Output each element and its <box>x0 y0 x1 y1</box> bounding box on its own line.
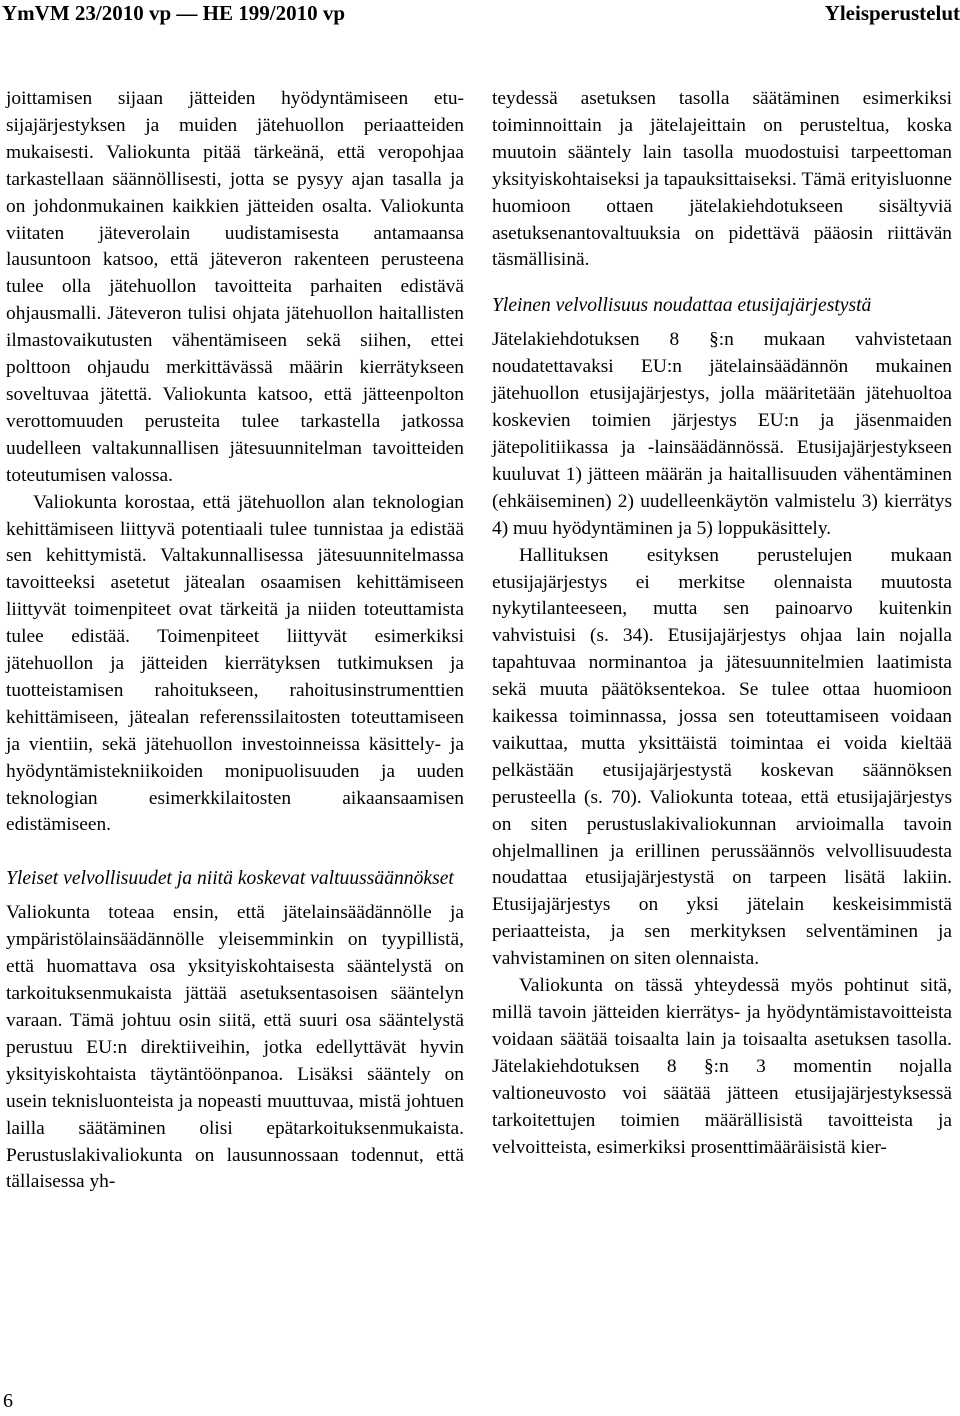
page-header <box>0 0 960 28</box>
section-title: Yleisperustelut <box>824 1 960 25</box>
paragraph: Valiokunta korostaa, että jätehuollon alan teknologian kehittämiseen liittyvä potentiaali tulee tunnistaa ja edistää sen kehittymistä. Valtakunnallisessa jätesuunnitelmassa tavoitteeksi asetetut jätealan osaamisen kehittämiseen liittyvät toimenpiteet ovat tärkeitä ja niiden toteuttamista tulee edistää. Toimenpiteet liittyvät esimerkiksi jätehuollon ja jätteiden kierrätyksen tutkimuksen ja tuotteistamisen rahoitukseen, rahoitusinstrumenttien kehittämiseen, jätealan referenssilaitosten toteuttamiseen ja vientiin, sekä jätehuollon investoinneissa käsittely- ja hyödyntämistekniikoiden monipuolisuuden ja uuden teknologian esimerkkilaitosten aikaansaamisen edistämiseen. <box>6 491 464 836</box>
page-number: 6 <box>3 1390 13 1412</box>
paragraph: teydessä asetuksen tasolla säätäminen esimerkiksi toiminnoittain ja jätelajeittain on perusteltua, koska muutoin sääntely lain tasolla muodostuisi tarpeettoman yksityiskohtaiseksi ja tapauksittaiseksi. Tämä erityisluonne huomioon ottaen jätelakiehdotukseen sisältyviä asetuksenantovaltuuksia on pidettävä pääosin riittävän täsmällisinä. <box>492 88 952 271</box>
paragraph: Valiokunta toteaa ensin, että jätelainsäädännölle ja ympäristölainsäädännölle yleisemminkin on tyypillistä, että huomattava osa yksityiskohtaisesta sääntelystä on tarkoituksenmukaista jättää asetuksentasoisen sääntelyn varaan. Tämä johtuu osin siitä, että suuri osa sääntelystä perustuu EU:n direktiiveihin, jotka edellyttävät hyvin yksityiskohtaista täytäntöönpanoa. Lisäksi sääntely on usein teknisluonteista ja nopeasti muuttuvaa, mistä johtuen lailla säätäminen olisi epätarkoituksenmukaista. Perustuslakivaliokunta on lausunnossaan todennut, että tällaisessa yh- <box>6 902 464 1193</box>
paragraph: Jätelakiehdotuksen 8 §:n mukaan vahvistetaan noudatettavaksi EU:n jätelainsäädännön mukainen jätehuollon etusijajärjestys, jolla määritetään jätehuoltoa koskevien toimien järjestys EU:n ja jäsenmaiden jätepolitiikassa ja -lainsäädännössä. Etusijajärjestykseen kuuluvat 1) jätteen määrän ja haitallisuuden vähentäminen (ehkäiseminen) 2) uudelleenkäytön valmistelu 3) kierrätys 4) muu hyödyntäminen ja 5) loppukäsittely. <box>492 329 952 539</box>
right-column <box>492 86 952 1161</box>
paragraph: Hallituksen esityksen perustelujen mukaan etusijajärjestys ei merkitse olennaista muutosta nykytilanteeseen, mutta sen painoarvo kuitenkin vahvistuisi (s. 34). Etusijajärjestys ohjaa lain nojalla tapahtuvaa norminantoa ja jätesuunnitelmien laatimista sekä muuta päätöksentekoa. Se tulee ottaa huomioon kaikessa toiminnassa, jossa sen toteuttamiseen voidaan vaikuttaa, mutta yksittäistä toimintaa ei voida kieltää pelkästään etusijajärjestystä koskevan säännöksen perusteella (s. 70). Valiokunta toteaa, että etusijajärjestys on siten perustuslakivaliokunnan arvioimalla tavoin ohjelmallinen ja erillinen perussäännös velvollisuudesta noudattaa etusijajärjestystä on tarpeen lisätä lakiin. Etusijajärjestys on yksi jätelain keskeisimmistä periaatteista, ja sen merkityksen selventäminen ja vahvistaminen on siten olennaista. <box>492 544 952 970</box>
section-heading: Yleiset velvollisuudet ja niitä koskevat valtuussäännökset <box>6 868 454 890</box>
left-column <box>6 86 464 1196</box>
paragraph: Valiokunta on tässä yhteydessä myös pohtinut sitä, millä tavoin jätteiden kierrätys- ja hyödyntämistavoitteista voidaan säätää toisaalta lain ja toisaalta asetuksen tasolla. Jätelakiehdotuksen 8 §:n 3 momentin nojalla valtioneuvosto voi säätää jätteen etusijajärjestyksessä tarkoitettujen toimien määrällisistä tavoitteista ja velvoitteista, esimerkiksi prosenttimääräisistä kier- <box>492 975 952 1158</box>
document-reference: YmVM 23/2010 vp — HE 199/2010 vp <box>2 1 346 25</box>
paragraph: joittamisen sijaan jätteiden hyödyntämiseen etu-sijajärjestyksen ja muiden jätehuollon periaatteiden mukaisesti. Valiokunta pitää tärkeänä, että veropohjaa tarkastellaan säännöllisesti, jotta se pysyy ajan tasalla ja on johdonmukainen kaikkien jätteiden osalta. Valiokunta viitaten jäteverolain uudistamisesta antamaansa lausuntoon katsoo, että jäteveron rakenteen perusteena tulee olla jätehuollon tavoitteita parhaiten edistävä ohjausmalli. Jäteveron tulisi ohjata jätehuollon haitallisten ilmastovaikutusten vähentämiseen sekä siihen, ettei polttoon ohjaudu merkittävässä määrin kierrätykseen soveltuvaa jätettä. Valiokunta katsoo, että jätteenpolton verottomuuden perusteita tulee tarkastella jatkossa uudelleen valtakunnallisen jätesuunnitelman tavoitteiden toteutumisen valossa. <box>6 88 464 486</box>
section-heading: Yleinen velvollisuus noudattaa etusijajärjestystä <box>492 295 872 317</box>
